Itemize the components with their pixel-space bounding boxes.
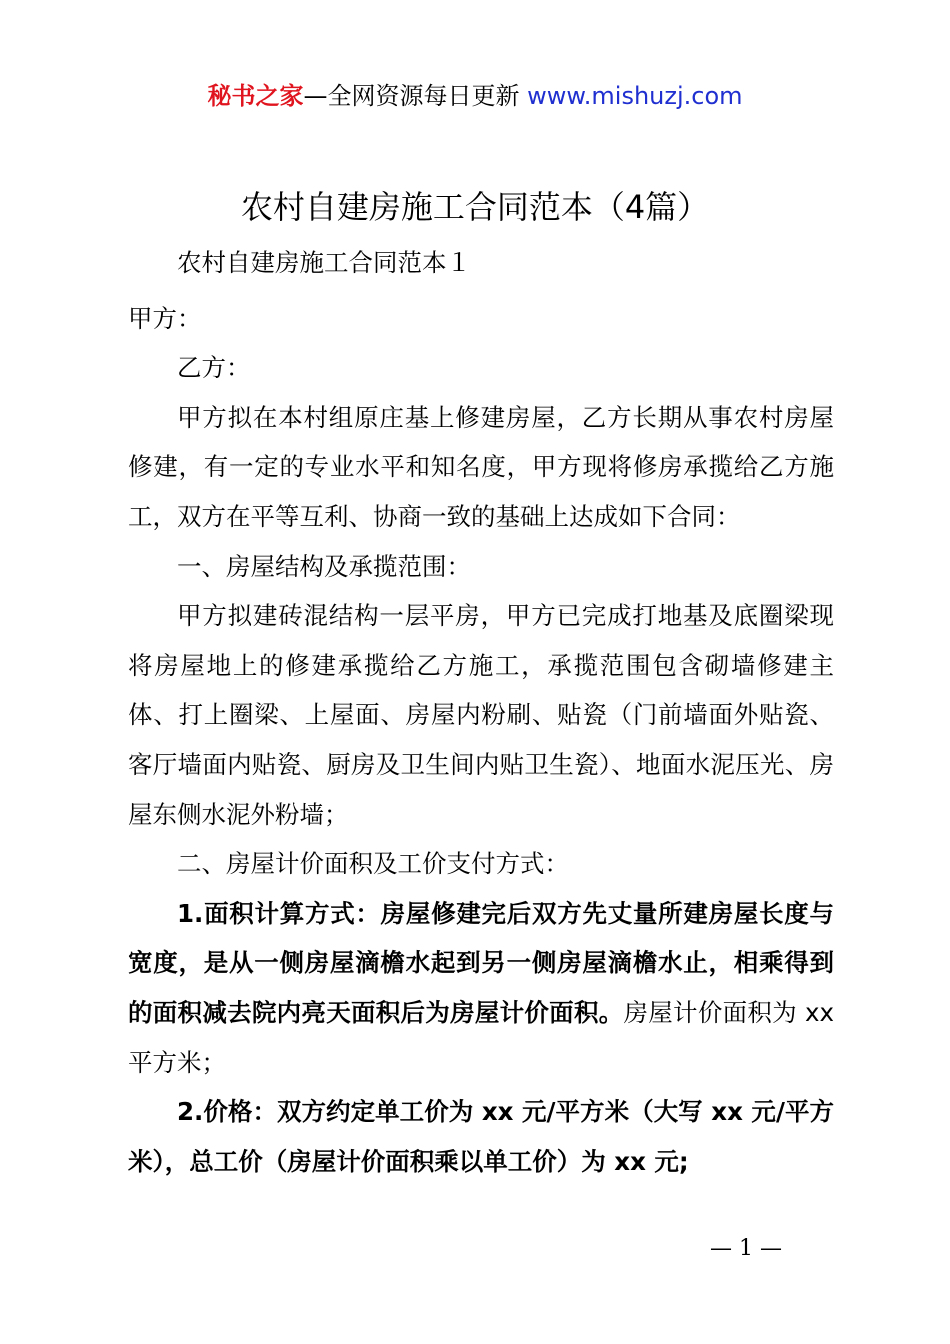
item2-paragraph: 2.价格：双方约定单工价为 xx 元/平方米（大写 xx 元/平方米），总工价（房屋计价面积乘以单工价）为 xx 元;	[128, 1097, 834, 1176]
party-a-line: 甲方：	[128, 303, 202, 333]
intro-paragraph: 甲方拟在本村组原庄基上修建房屋，乙方长期从事农村房屋修建，有一定的专业水平和知名度，甲方现将修房承揽给乙方施工，双方在平等互利、协商一致的基础上达成如下合同：	[128, 402, 834, 531]
header-tagline: —全网资源每日更新	[303, 82, 528, 110]
item1-normal-text: 房屋计价面积为 xx 平方米；	[128, 997, 834, 1077]
section1-heading: 一、房屋结构及承揽范围：	[177, 551, 471, 581]
document-title: 农村自建房施工合同范本（4篇）	[240, 188, 710, 226]
section1-body: 甲方拟建砖混结构一层平房，甲方已完成打地基及底圈梁现将房屋地上的修建承揽给乙方施工，承揽范围包含砌墙修建主体、打上圈梁、上屋面、房屋内粉刷、贴瓷（门前墙面外贴瓷、客厅墙面内贴瓷、厨房及卫生间内贴卫生瓷）、地面水泥压光、房屋东侧水泥外粉墙；	[128, 601, 834, 829]
site-header	[0, 80, 950, 112]
item1-paragraph	[128, 889, 834, 1087]
site-url-link[interactable]: www.mishuzj.com	[527, 82, 743, 110]
brand-name: 秘书之家	[207, 82, 304, 110]
item1-bold-text: 1.面积计算方式：房屋修建完后双方先丈量所建房屋长度与宽度，是从一侧房屋滴檐水起到另一侧房屋滴檐水止，相乘得到的面积减去院内亮天面积后为房屋计价面积。	[128, 898, 834, 1027]
contract-subtitle: 农村自建房施工合同范本１	[177, 248, 471, 277]
section2-heading: 二、房屋计价面积及工价支付方式：	[177, 849, 569, 879]
document-body	[128, 238, 834, 1186]
party-b-line: 乙方：	[177, 353, 251, 383]
page-number: — 1 —	[710, 1236, 782, 1261]
